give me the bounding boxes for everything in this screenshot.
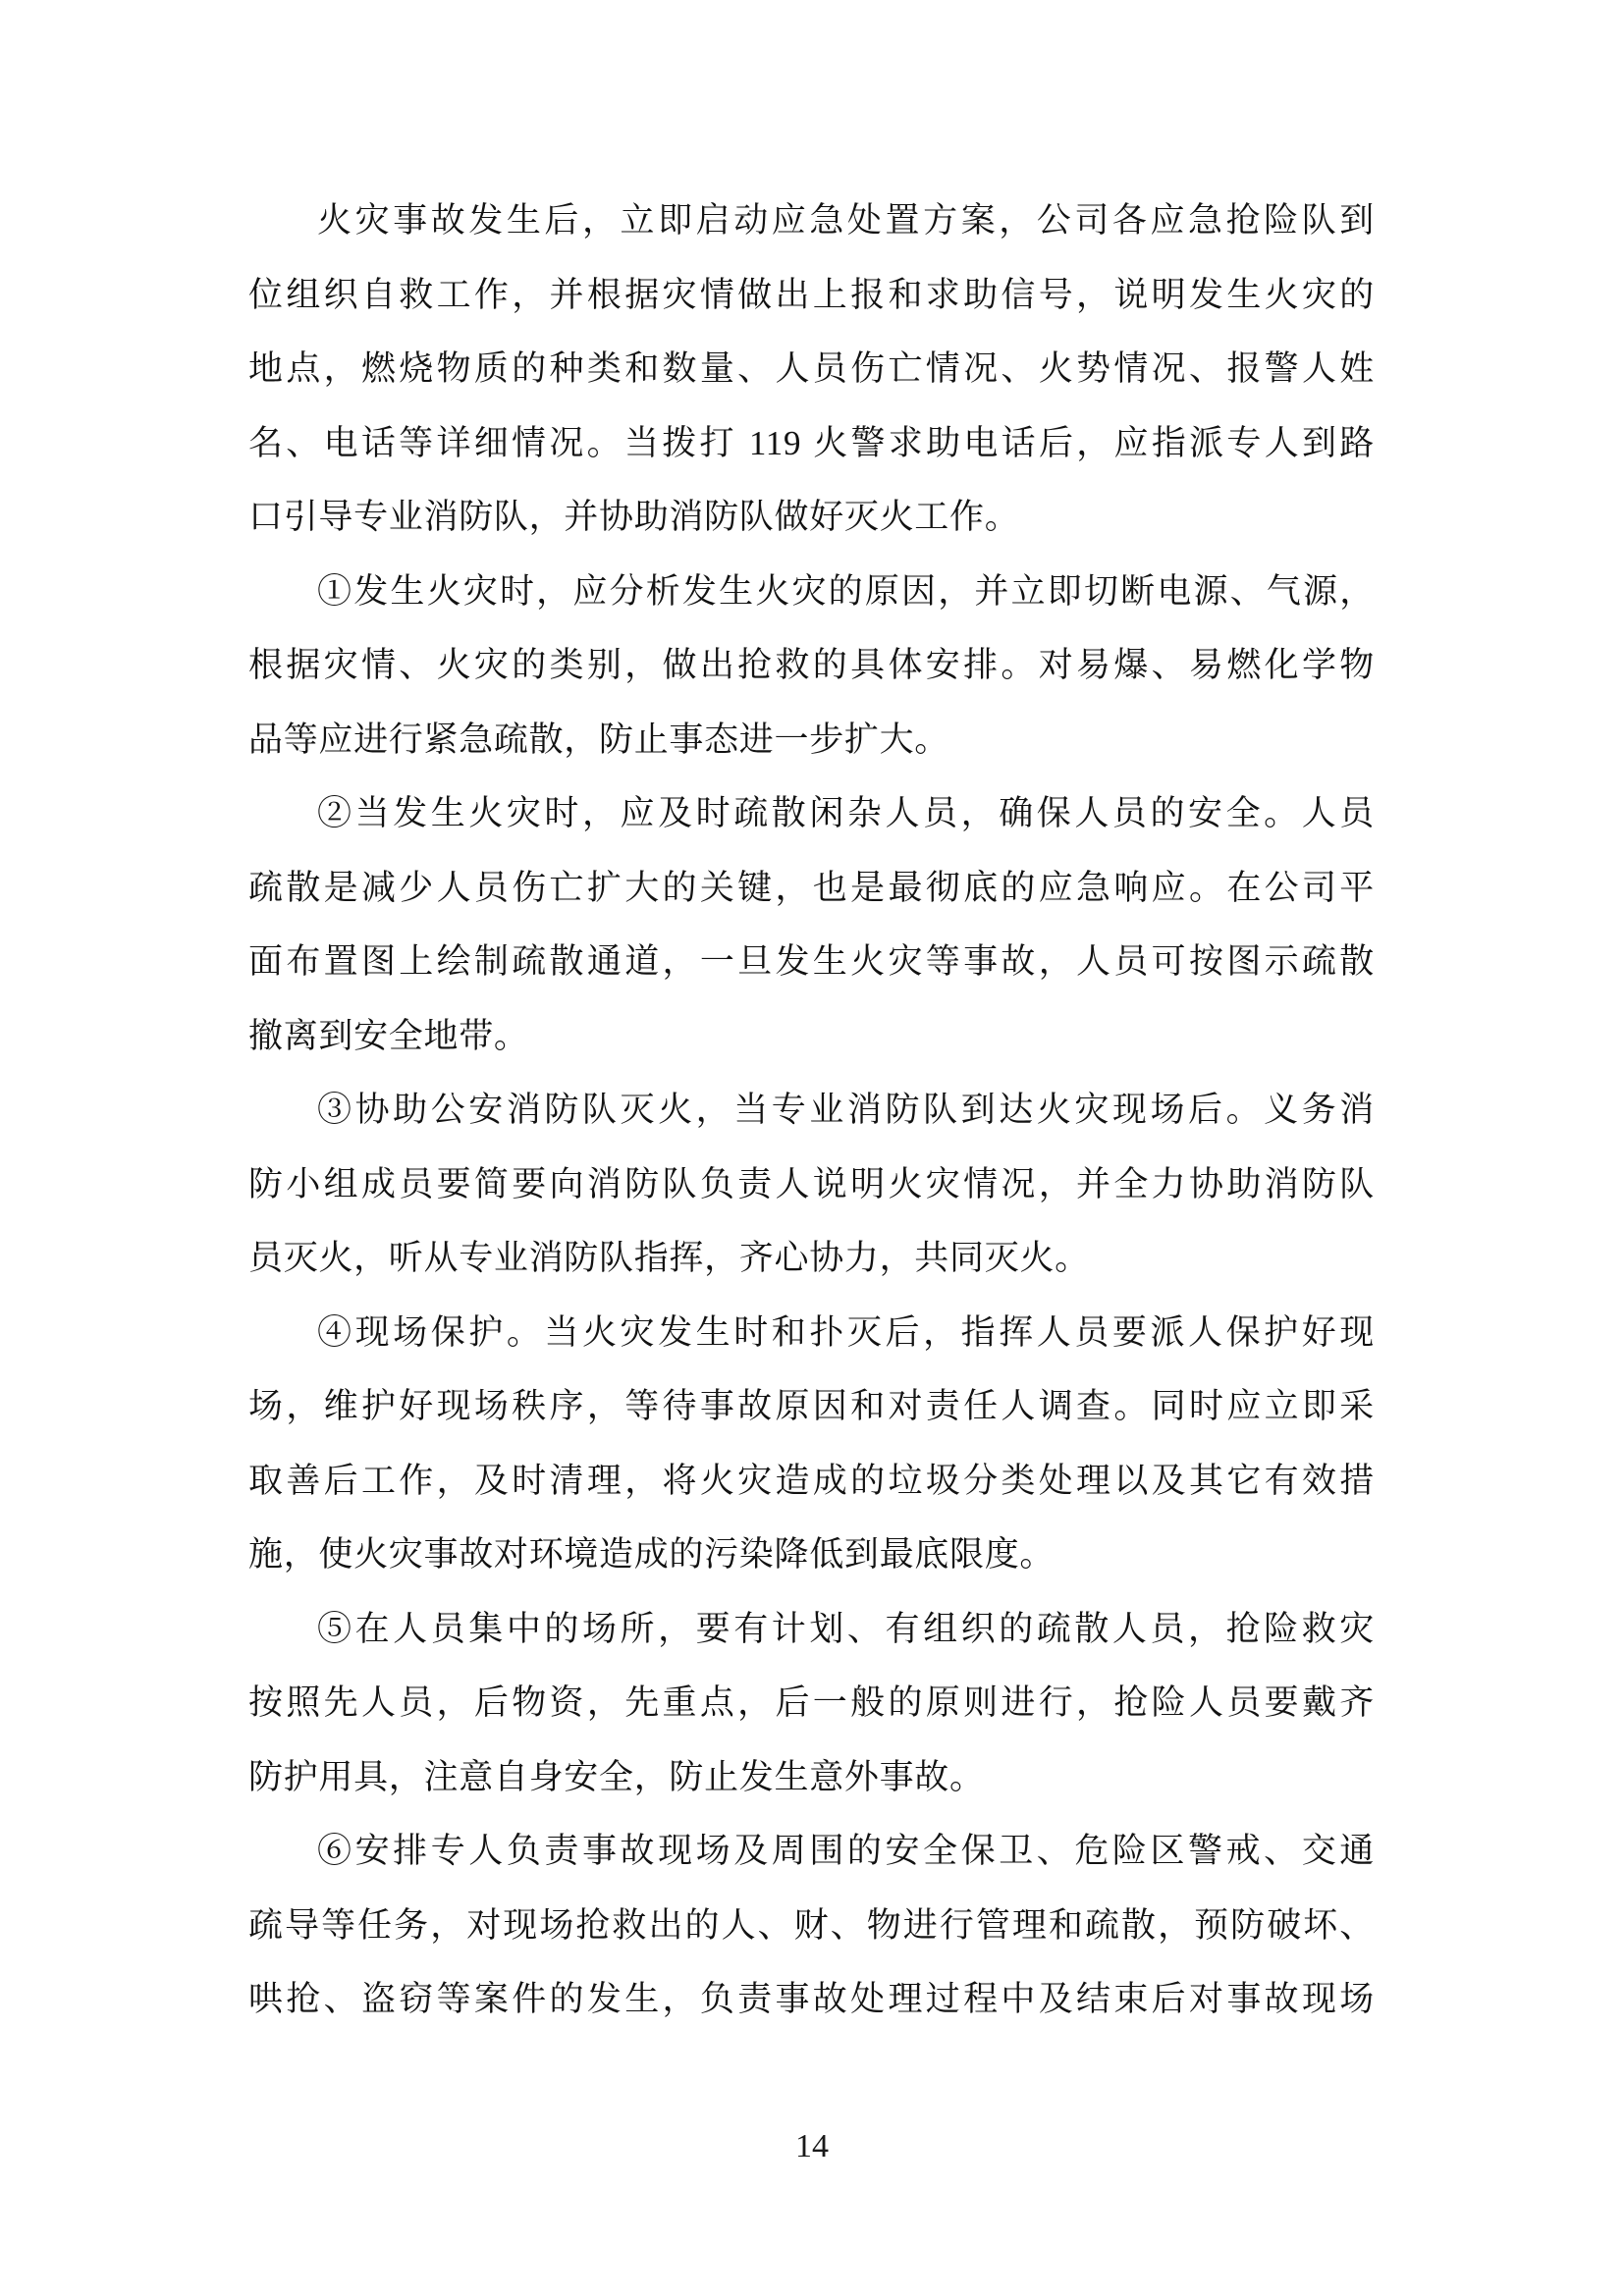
text-line: 防护用具，注意自身安全，防止发生意外事故。	[248, 1757, 985, 1796]
text-line: ①发生火灾时，应分析发生火灾的原因，并立即切断电源、气源，	[317, 571, 1375, 611]
text-line: 品等应进行紧急疏散，防止事态进一步扩大。	[248, 720, 950, 759]
text-line: ⑤在人员集中的场所，要有计划、有组织的疏散人员，抢险救灾	[317, 1609, 1375, 1648]
text-line: 疏导等任务，对现场抢救出的人、财、物进行管理和疏散，预防破坏、	[248, 1905, 1375, 1945]
text-line: ⑥安排专人负责事故现场及周围的安全保卫、危险区警戒、交通	[317, 1832, 1375, 1870]
text-line: 场，维护好现场秩序，等待事故原因和对责任人调查。同时应立即采	[248, 1387, 1375, 1425]
text-line: ③协助公安消防队灭火，当专业消防队到达火灾现场后。义务消	[317, 1091, 1375, 1129]
text-line: 面布置图上绘制疏散通道，一旦发生火灾等事故，人员可按图示疏散	[248, 942, 1375, 981]
text-line: 撤离到安全地带。	[248, 1016, 529, 1055]
text-line: 口引导专业消防队，并协助消防队做好灭火工作。	[248, 498, 1020, 536]
text-line: 施，使火灾事故对环境造成的污染降低到最底限度。	[248, 1535, 1056, 1574]
text-line: 哄抢、盗窃等案件的发生，负责事故处理过程中及结束后对事故现场	[248, 1980, 1375, 2018]
text-line: 疏散是减少人员伤亡扩大的关键，也是最彻底的应急响应。在公司平	[248, 868, 1375, 907]
text-line: 火灾事故发生后，立即启动应急处置方案，公司各应急抢险队到	[317, 201, 1375, 240]
text-line: 防小组成员要简要向消防队负责人说明火灾情况，并全力协助消防队	[248, 1164, 1375, 1203]
text-line: 取善后工作，及时清理，将火灾造成的垃圾分类处理以及其它有效措	[248, 1461, 1375, 1500]
document-body	[248, 184, 1375, 2037]
text-line: 位组织自救工作，并根据灾情做出上报和求助信号，说明发生火灾的	[248, 275, 1375, 314]
page-number: 14	[795, 2128, 829, 2164]
text-line: 员灭火，听从专业消防队指挥，齐心协力，共同灭火。	[248, 1239, 1090, 1277]
text-line: 根据灾情、火灾的类别，做出抢救的具体安排。对易爆、易燃化学物	[248, 646, 1375, 684]
text-line: 名、电话等详细情况。当拨打 119 火警求助电话后，应指派专人到路	[248, 423, 1375, 462]
text-line: 按照先人员，后物资，先重点，后一般的原则进行，抢险人员要戴齐	[248, 1683, 1375, 1722]
text-line: ④现场保护。当火灾发生时和扑灭后，指挥人员要派人保护好现	[317, 1312, 1375, 1352]
page-footer	[0, 2125, 1624, 2168]
text-line: 地点，燃烧物质的种类和数量、人员伤亡情况、火势情况、报警人姓	[248, 349, 1375, 388]
text-line: ②当发生火灾时，应及时疏散闲杂人员，确保人员的安全。人员	[317, 794, 1375, 832]
